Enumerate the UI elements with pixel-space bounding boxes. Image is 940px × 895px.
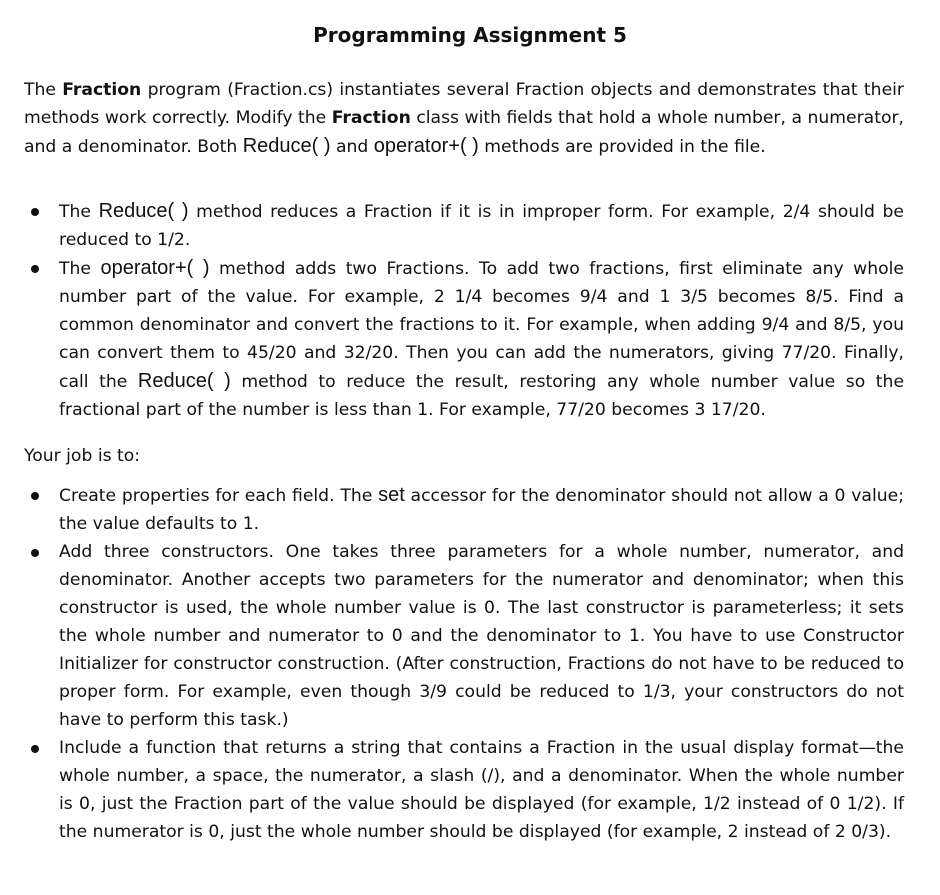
list-item — [24, 734, 904, 846]
job-intro: Your job is to: — [24, 446, 141, 466]
item-text: accessor for the denominator should not allow a 0 value; the value defaults to 1. — [59, 486, 904, 534]
bullet-icon — [31, 745, 39, 753]
intro-text: program (Fraction.cs) instantiates several Fraction objects and demonstrates that their methods work correctly. Modify the — [24, 80, 904, 128]
bullet-icon — [31, 492, 39, 500]
code-reduce: Reduce( ) — [242, 135, 331, 157]
intro-text: class with fields that hold a whole number, a numerator, and a denominator. Both — [24, 108, 904, 157]
bullet-icon — [31, 265, 39, 273]
code-operator-plus: operator+( ) — [373, 135, 479, 157]
bold-fraction: Fraction — [331, 108, 411, 128]
page-title: Programming Assignment 5 — [313, 23, 627, 47]
list-item — [24, 254, 904, 424]
code-operator-plus: operator+( ) — [100, 257, 210, 279]
task-list — [24, 481, 904, 846]
item-text: Add three constructors. One takes three parameters for a whole number, numerator, and denominator. Another accepts two parameters for the numerator and denominator; when this constructor is used, the whole number value is 0. The last constructor is parameterless; it sets the whole number and numerator to 0 and the denominator to 1. You have to use Constructor Initializer for constructor construction. (After construction, Fractions do not have to be reduced to proper form. For example, even though 3/9 could be reduced to 1/3, your constructors do not have to perform this task.) — [59, 542, 904, 730]
intro-text: methods are provided in the file. — [478, 137, 766, 157]
intro-text: The — [24, 80, 63, 100]
item-text: method to reduce the result, restoring any whole number value so the fractional part of the number is less than 1. For example, 77/20 becomes 3 17/20. — [59, 372, 905, 420]
bullet-icon — [31, 549, 39, 557]
list-item — [24, 538, 904, 734]
code-set: set — [378, 484, 405, 506]
item-text: Include a function that returns a string that contains a Fraction in the usual display format—the whole number, a space, the numerator, a slash (/), and a denominator. When the whole number is 0, just the Fraction part of the value should be displayed (for example, 1/2 instead of 0 1/2). If the numerator is 0, just the whole number should be displayed (for example, 2 instead of 2 0/3). — [59, 738, 904, 842]
intro-paragraph — [24, 76, 904, 161]
item-text: method reduces a Fraction if it is in improper form. For example, 2/4 should be reduced to 1/2. — [59, 202, 904, 250]
intro-text: and — [330, 137, 374, 157]
bold-fraction: Fraction — [62, 80, 142, 100]
method-description-list — [24, 197, 904, 424]
list-item — [24, 197, 904, 254]
bullet-icon — [31, 208, 39, 216]
list-item — [24, 481, 904, 538]
item-text: The — [59, 259, 101, 279]
item-text: method adds two Fractions. To add two fractions, first eliminate any whole number part of the value. For example, 2 1/4 becomes 9/4 and 1 3/5 becomes 8/5. Find a common denominator and convert the fractions to it. For example, when adding 9/4 and 8/5, you can convert them to 45/20 and 32/20. Then you can add the numerators, giving 77/20. Finally, call the — [59, 259, 904, 392]
item-text: The — [59, 202, 99, 222]
item-text: Create properties for each field. The — [59, 486, 379, 506]
code-reduce: Reduce( ) — [98, 200, 189, 222]
code-reduce: Reduce( ) — [137, 370, 231, 392]
